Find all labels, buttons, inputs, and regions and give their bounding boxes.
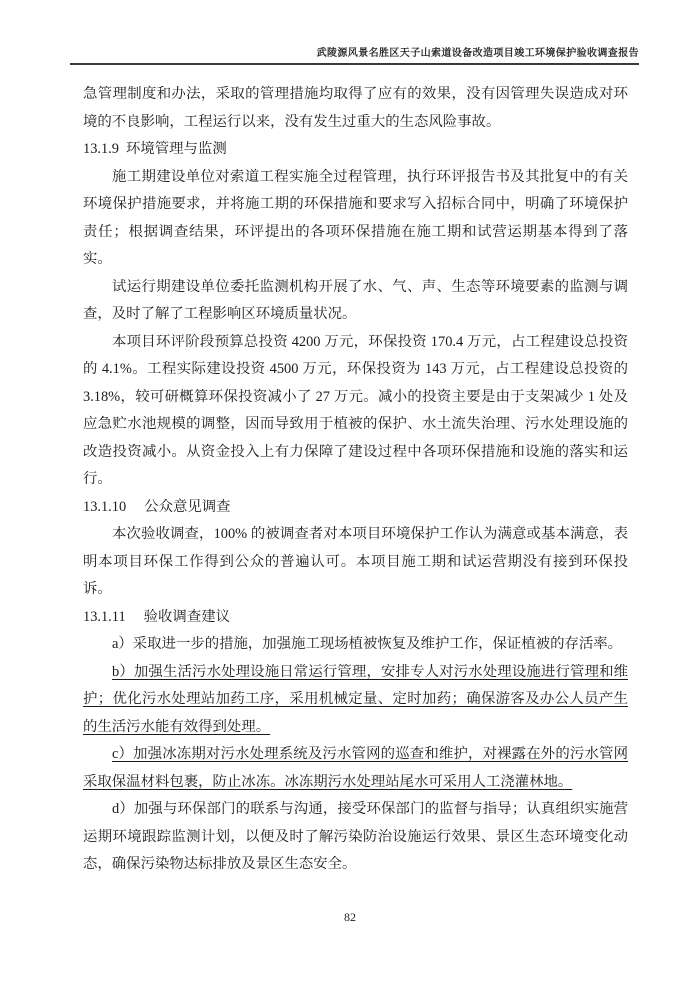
paragraph-public-opinion: 本次验收调查，100% 的被调查者对本项目环境保护工作认为满意或基本满意，表明本项目环保工作得到公众的普遍认可。本项目施工期和试运营期没有接到环保投诉。 (83, 526, 628, 597)
heading-title: 环境管理与监测 (125, 141, 227, 157)
recommendation-item-b: b）加强生活污水处理设施日常运行管理，安排专人对污水处理设施进行管理和维护；优化污水处理站加药工序，采用机械定量、定时加药；确保游客及办公人员产生的生活污水能有效得到处理。 (83, 663, 628, 735)
heading-title: 公众意见调查 (144, 498, 231, 515)
recommendation-item-a: a）采取进一步的措施，加强施工现场植被恢复及维护工作，保证植被的存活率。 (112, 636, 623, 652)
heading-title: 验收调查建议 (143, 608, 230, 625)
section-heading-13-1-11 (83, 604, 628, 632)
heading-number: 13.1.11 (83, 608, 126, 625)
paragraph-construction-management: 施工期建设单位对索道工程实施全过程管理，执行环评报告书及其批复中的有关环境保护措施要求，并将施工期的环保措施和要求写入招标合同中，明确了环境保护责任；根据调查结果，环评提出的各项环保措施在施工期和试营运期基本得到了落实。 (83, 168, 628, 267)
paragraph-trial-monitoring: 试运行期建设单位委托监测机构开展了水、气、声、生态等环境要素的监测与调查，及时了解了工程影响区环境质量状况。 (83, 278, 628, 322)
page-number: 82 (344, 910, 356, 924)
section-heading-13-1-9 (83, 136, 628, 164)
recommendation-item-d: d）加强与环保部门的联系与沟通，接受环保部门的监督与指导；认真组织实施营运期环境跟踪监测计划，以便及时了解污染防治设施运行效果、景区生态环境变化动态，确保污染物达标排放及景区生态安全。 (83, 801, 628, 872)
paragraph-continuation: 急管理制度和办法，采取的管理措施均取得了应有的效果，没有因管理失误造成对环境的不良影响，工程运行以来，没有发生过重大的生态风险事故。 (83, 86, 628, 130)
paragraph-investment: 本项目环评阶段预算总投资 4200 万元，环保投资 170.4 万元，占工程建设总投资的 4.1%。工程实际建设投资 4500 万元，环保投资为 143 万元，占工程建设总投资的 3.18%，较可研概算环保投资减小了 27 万元。减小的投资主要是由于支架减少 1 处及应急贮水池规模的调整，因而导致用于植被的保护、水土流失治理、污水处理设施的改造投资减小。从资金投入上有力保障了建设过程中各项环保措施和设施的落实和运行。 (83, 333, 628, 487)
recommendation-item-c: c）加强冰冻期对污水处理系统及污水管网的巡查和维护，对裸露在外的污水管网采取保温材料包裹，防止冰冻。冰冻期污水处理站尾水可采用人工浇灌林地。 (83, 746, 628, 790)
heading-number: 13.1.9 (83, 141, 119, 157)
page-footer (0, 910, 700, 925)
header-title: 武陵源风景名胜区天子山索道设备改造项目竣工环境保护验收调查报告 (316, 48, 639, 59)
page-header (83, 44, 639, 59)
section-heading-13-1-10 (83, 494, 628, 522)
header-rule (70, 63, 639, 65)
heading-number: 13.1.10 (83, 498, 127, 515)
document-body (83, 81, 628, 879)
